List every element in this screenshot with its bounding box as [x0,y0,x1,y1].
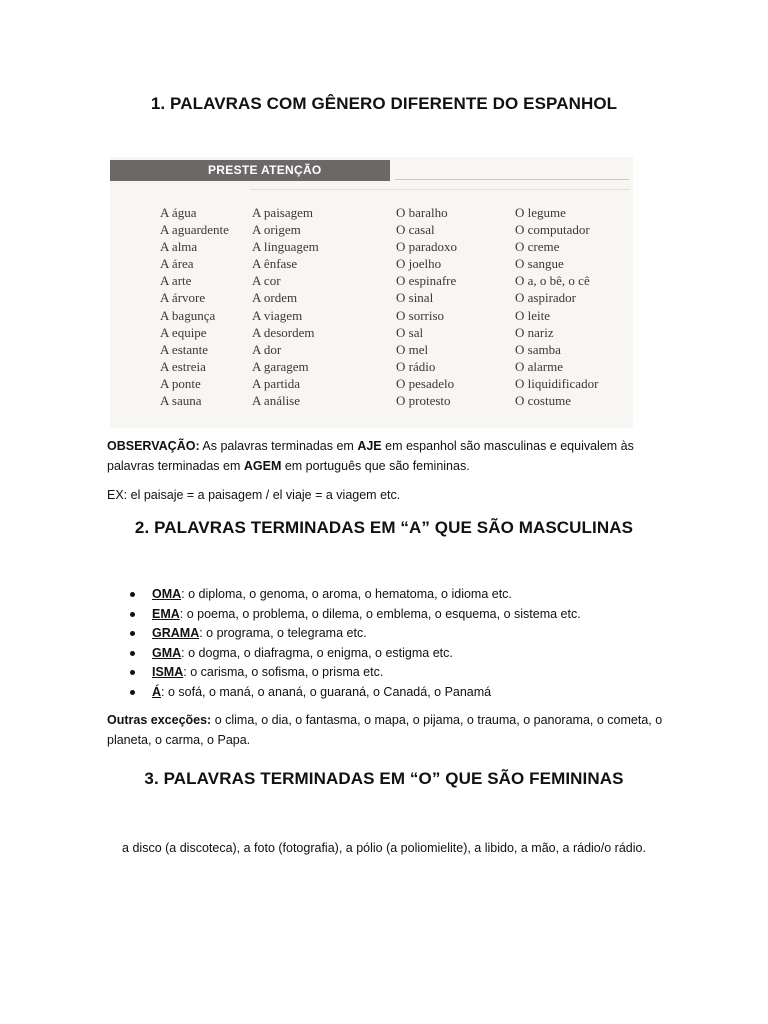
word-item: A linguagem [252,239,319,255]
section-3-title: 3. PALAVRAS TERMINADAS EM “O” QUE SÃO FEMININAS [144,769,624,788]
scan-line [250,189,630,190]
list-item [130,624,581,644]
ending-examples: : o poema, o problema, o dilema, o emblema, o esquema, o sistema etc. [179,606,581,621]
word-item: O a, o bê, o cê [515,273,590,289]
observation-label: OBSERVAÇÃO: [107,439,200,453]
ending-examples: : o programa, o telegrama etc. [199,626,367,641]
observation-agem: AGEM [243,458,282,473]
word-item: O joelho [396,256,442,272]
word-item: A ênfase [252,256,298,272]
preste-atencao-image [110,157,633,428]
section-3-text: a disco (a discoteca), a foto (fotografia), a pólio (a poliomielite), a libido, a mão, a rádio/o rádio. [122,841,646,855]
bullet-icon [130,651,135,656]
word-column-2 [252,204,319,409]
word-column-1 [160,204,229,409]
word-item: A origem [252,222,301,238]
ending-examples: : o carisma, o sofisma, o prisma etc. [183,665,384,680]
scan-line [395,179,629,180]
word-item: A paisagem [252,205,314,220]
word-item: A equipe [160,324,207,340]
word-item: O leite [515,307,551,323]
word-item: A estreia [160,358,206,374]
word-item: A viagem [252,307,303,323]
word-item: O sal [396,324,424,340]
other-exceptions-text: o clima, o dia, o fantasma, o mapa, o pijama, o trauma, o panorama, o cometa, o planeta, o carma, o Papa. [107,713,663,747]
ending-key: OMA [152,587,182,601]
word-item: A partida [252,375,301,391]
word-item: A água [160,205,197,220]
word-item: O creme [515,239,560,255]
banner-label: PRESTE ATENÇÃO [208,163,322,177]
ending-key: GMA [152,645,182,660]
observation-aje: AJE [357,439,382,453]
bullet-icon [130,631,135,636]
word-item: O liquidificador [515,375,599,391]
observation-text: em português que são femininas. [281,458,470,473]
word-item: A dor [252,341,282,357]
word-item: O rádio [396,358,436,374]
word-item: O pesadelo [396,375,455,391]
banner [110,160,390,181]
observation-text: As palavras terminadas em [199,439,358,453]
example-paragraph: EX: el paisaje = a paisagem / el viaje = a viagem etc. [107,488,401,502]
list-item [130,585,581,605]
word-item: A árvore [160,290,206,306]
bullet-icon [130,690,135,695]
word-item: A alma [160,239,198,255]
word-item: O legume [515,205,566,220]
bullet-icon [130,670,135,675]
word-item: O samba [515,341,561,357]
other-exceptions-paragraph [107,711,667,750]
ending-examples: : o diploma, o genoma, o aroma, o hematoma, o idioma etc. [181,587,512,601]
observation-text: em espanhol são masculinas e equivalem às palavras terminadas em [107,439,634,473]
word-column-4 [515,204,598,409]
word-item: O nariz [515,324,554,340]
ending-examples: : o dogma, o diafragma, o enigma, o estigma etc. [181,645,453,660]
word-item: O casal [396,222,435,238]
list-item [130,605,581,625]
word-item: A garagem [252,358,309,374]
ending-examples: : o sofá, o maná, o ananá, o guaraná, o Canadá, o Panamá [161,684,492,699]
word-item: A área [160,256,194,272]
word-column-3 [396,204,457,409]
word-item: O paradoxo [396,239,458,255]
word-item: O alarme [515,358,564,374]
word-item: A sauna [160,393,202,409]
word-item: O espinafre [396,273,457,289]
word-item: O computador [515,222,590,238]
other-exceptions-label: Outras exceções: [107,713,212,727]
section-1-title: 1. PALAVRAS COM GÊNERO DIFERENTE DO ESPANHOL [150,94,618,113]
word-item: O sangue [515,256,564,272]
list-item [130,644,581,664]
ending-list [130,585,581,703]
word-item: O sinal [396,290,434,306]
list-item [130,683,581,703]
word-item: O costume [515,393,571,409]
word-item: A aguardente [160,222,229,238]
word-item: A análise [252,393,301,409]
word-item: O sorriso [396,307,445,323]
word-item: A ponte [160,375,201,391]
word-item: A bagunça [160,307,216,323]
word-item: A ordem [252,290,298,306]
ending-key: Á [152,684,162,699]
word-item: O protesto [396,393,451,409]
list-item [130,663,581,683]
ending-key: ISMA [152,665,184,680]
observation-paragraph [107,437,667,476]
section-2-title: 2. PALAVRAS TERMINADAS EM “A” QUE SÃO MASCULINAS [134,518,634,537]
ending-key: EMA [152,606,180,621]
word-item: A arte [160,273,192,289]
word-item: A cor [252,273,281,289]
word-item: A estante [160,341,209,357]
word-item: O mel [396,341,429,357]
word-item: O baralho [396,205,448,220]
ending-key: GRAMA [152,626,200,641]
word-item: O aspirador [515,290,577,306]
word-item: A desordem [252,324,315,340]
bullet-icon [130,592,135,597]
bullet-icon [130,612,135,617]
